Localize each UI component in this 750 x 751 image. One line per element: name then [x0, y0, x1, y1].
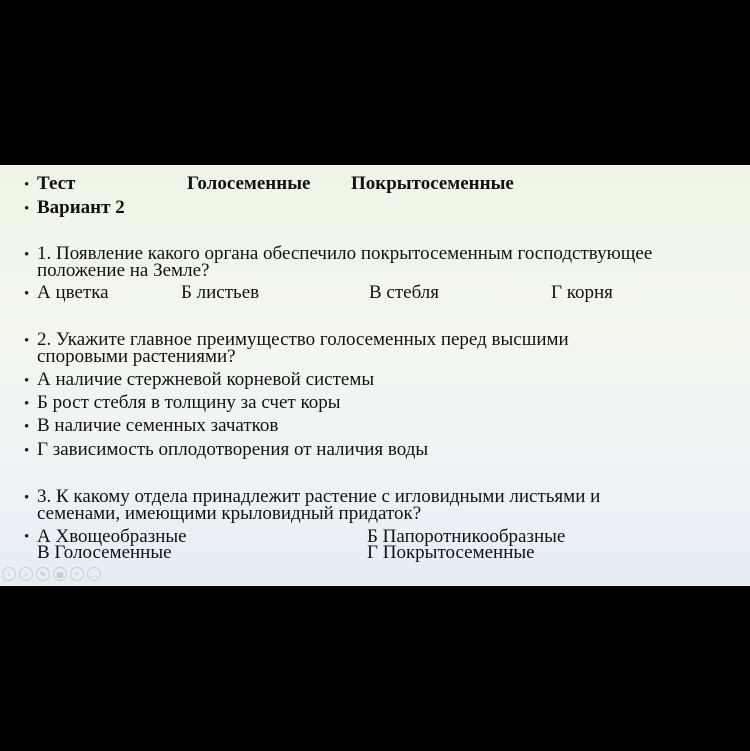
q2-option-b: Б рост стебля в толщину за счет коры: [37, 392, 341, 413]
question-2-text: 2. Укажите главное преимущество голосеменных перед высшими: [37, 329, 569, 350]
zoom-icon[interactable]: ⌕: [70, 567, 84, 581]
bullet: •: [24, 529, 30, 545]
bullet: •: [24, 333, 30, 349]
question-2-text-cont: споровыми растениями?: [37, 346, 236, 367]
q3-option-a: А Хвощеобразные: [37, 526, 187, 547]
q2-option-d: Г зависимость оплодотворения от наличия воды: [37, 439, 429, 460]
q3-option-d: Г Покрытосеменные: [367, 542, 535, 563]
q1-option-d: Г корня: [551, 282, 613, 303]
bullet: •: [24, 490, 30, 506]
q1-option-a: А цветка: [37, 282, 109, 303]
question-1-text-cont: положение на Земле?: [37, 260, 210, 281]
bullet: •: [24, 201, 30, 217]
topic-angiosperms: Покрытосеменные: [351, 173, 514, 194]
q2-option-c: В наличие семенных зачатков: [37, 415, 279, 436]
topic-gymnosperms: Голосеменные: [187, 173, 311, 194]
q1-option-c: В стебля: [369, 282, 440, 303]
q1-option-b: Б листьев: [181, 282, 260, 303]
q2-option-a: А наличие стержневой корневой системы: [37, 369, 375, 390]
test-label: Тест: [37, 173, 76, 194]
bullet: •: [24, 177, 30, 193]
more-icon[interactable]: …: [87, 567, 101, 581]
variant-label: Вариант 2: [37, 197, 125, 218]
bullet: •: [24, 443, 30, 459]
slideshow-toolbar: [2, 567, 101, 581]
question-1-text: 1. Появление какого органа обеспечило покрытосеменным господствующее: [37, 243, 653, 264]
bullet: •: [24, 419, 30, 435]
question-3-text: 3. К какому отдела принадлежит растение с игловидными листьями и: [37, 486, 601, 507]
q3-option-c: В Голосеменные: [37, 542, 172, 563]
slide: [0, 165, 750, 586]
bullet: •: [24, 286, 30, 302]
pen-icon[interactable]: ✎: [36, 567, 50, 581]
slides-icon[interactable]: ▦: [53, 567, 67, 581]
q3-option-b: Б Папоротникообразные: [367, 526, 566, 547]
bullet: •: [24, 247, 30, 263]
next-icon[interactable]: ›: [19, 567, 33, 581]
bullet: •: [24, 373, 30, 389]
prev-icon[interactable]: ‹: [2, 567, 16, 581]
question-3-text-cont: семенами, имеющими крыловидный придаток?: [37, 503, 422, 524]
bullet: •: [24, 396, 30, 412]
